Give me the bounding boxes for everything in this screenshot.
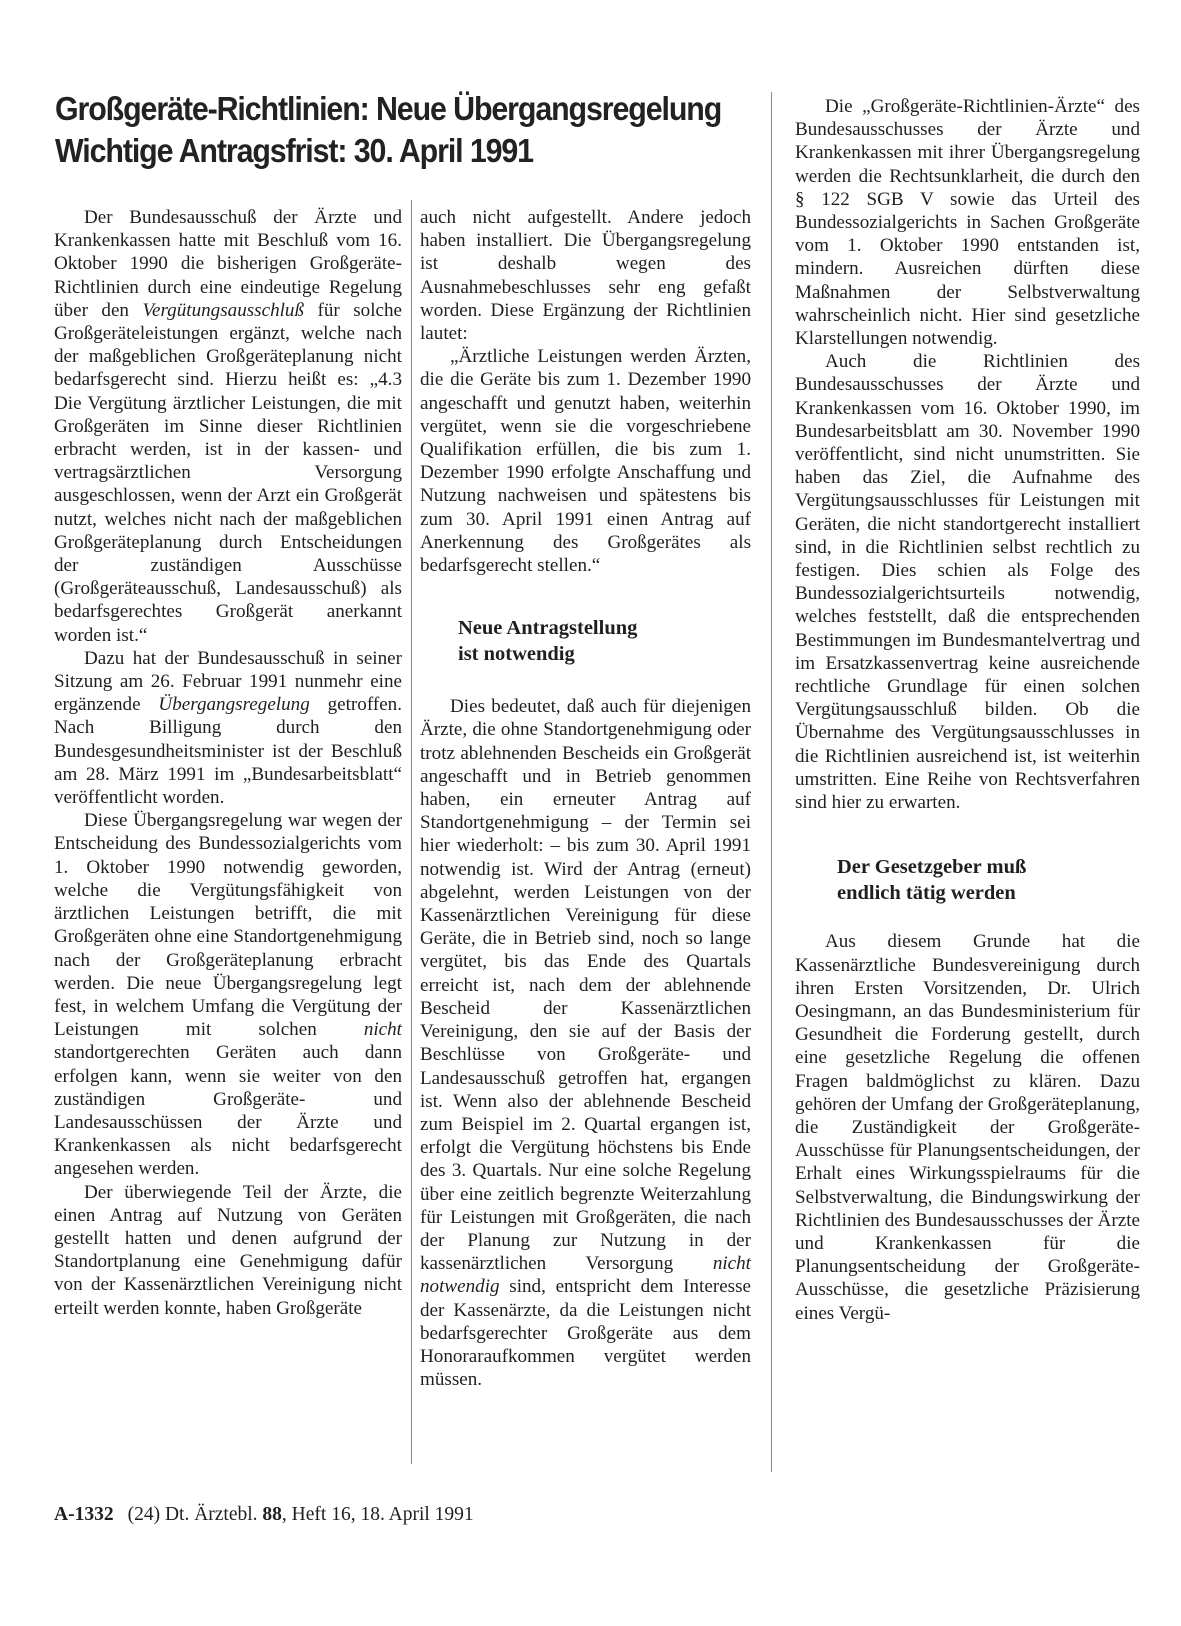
body-paragraph: Aus diesem Grunde hat die Kassenärztliche Bundesvereinigung durch ihren Ersten Vorsitzenden, Dr. Ulrich Oesingmann, an das Bundesministerium für Gesundheit die Forderung gestellt, durch eine gesetzliche Regelung die offenen Fragen baldmöglichst zu klären. Dazu gehören der Umfang der Großgeräteplanung, die Zuständigkeit der Großgeräte-Ausschüsse für Planungsentscheidungen, der Erhalt eines Wirkungsspielraums für die Selbstverwaltung, die Bindungswirkung der Richtlinien des Bundesausschusses der Ärzte und Krankenkassen für die Planungsentscheidung der Großgeräte-Ausschüsse, die gesetzliche Präzisierung eines Vergü- <box>795 931 1140 1324</box>
body-paragraph: Dazu hat der Bundesausschuß in seiner Sitzung am 26. Februar 1991 nunmehr eine ergänzende Übergangsregelung getroffen. Nach Billigung durch den Bundesgesundheitsminister ist der Beschluß am 28. März 1991 im „Bundesarbeitsblatt“ veröffentlicht worden. <box>54 647 402 809</box>
article-headline <box>55 88 722 172</box>
headline-line-2: Wichtige Antragsfrist: 30. April 1991 <box>55 132 533 169</box>
body-paragraph: Auch die Richtlinien des Bundesausschusses der Ärzte und Krankenkassen vom 16. Oktober 1990, im Bundesarbeitsblatt am 30. November 1990 veröffentlicht, sind nicht unumstritten. Sie haben das Ziel, die Aufnahme des Vergütungsausschlusses für Leistungen mit Geräten, die nicht standortgerecht installiert sind, in die Richtlinien selbst rechtlich zu festigen. Dies schien als Folge des Bundessozialgerichtsurteils notwendig, welches feststellt, daß die entsprechenden Bestimmungen im Bundesmantelvertrag und im Ersatzkassenvertrag keine ausreichende rechtliche Grundlage für einen solchen Vergütungsausschluß bilden. Ob die Übernahme des Vergütungsausschlusses in die Richtlinien ausreichend ist, ist weiterhin umstritten. Eine Reihe von Rechtsverfahren sind hier zu erwarten. <box>795 351 1140 814</box>
journal-citation: (24) Dt. Ärztebl. 88, Heft 16, 18. April 1991 <box>127 1504 474 1525</box>
section-subheading: Neue Antragstellung ist notwendig <box>458 617 638 666</box>
page-number: A-1332 <box>54 1504 114 1525</box>
column-divider-2 <box>771 92 772 1472</box>
body-paragraph: Der überwiegende Teil der Ärzte, die einen Antrag auf Nutzung von Geräten gestellt hatten und denen aufgrund der Standortplanung eine Genehmigung dafür von der Kassenärztlichen Vereinigung nicht erteilt werden konnte, haben Großgeräte <box>54 1181 402 1319</box>
page-footer <box>54 1504 474 1526</box>
body-paragraph: Die „Großgeräte-Richtlinien-Ärzte“ des Bundesausschusses der Ärzte und Krankenkassen mit ihrer Übergangsregelung werden die Rechtsunklarheit, die durch den § 122 SGB V sowie das Urteil des Bundessozialgerichts in Sachen Großgeräte vom 1. Oktober 1990 entstanden ist, mindern. Ausreichen dürften diese Maßnahmen der Selbstverwaltung wahrscheinlich nicht. Hier sind gesetzliche Klarstellungen notwendig. <box>795 96 1140 350</box>
body-paragraph: Diese Übergangsregelung war wegen der Entscheidung des Bundessozialgerichts vom 1. Oktober 1990 notwendig geworden, welche die Vergütungsfähigkeit von ärztlichen Leistungen betrifft, die mit Großgeräten ohne eine Standortgenehmigung nach der Großgeräteplanung erbracht werden. Die neue Übergangsregelung legt fest, in welchem Umfang die Vergütung der Leistungen mit solchen nicht standortgerechten Geräten auch dann erfolgen kann, wenn sie weiter von den zuständigen Großgeräte- und Landesausschüssen der Ärzte und Krankenkassen als nicht bedarfsgerecht angesehen werden. <box>54 810 402 1180</box>
article-column-3 <box>795 95 1140 1325</box>
headline-line-1: Großgeräte-Richtlinien: Neue Übergangsregelung <box>55 90 722 127</box>
quoted-regulation: „Ärztliche Leistungen werden Ärzten, die die Geräte bis zum 1. Dezember 1990 angeschafft und genutzt haben, weiterhin vergütet, wenn sie die vorgeschriebene Qualifikation erfüllen, die bis zum 1. Dezember 1990 erfolgte Anschaffung und Nutzung nachweisen und spätestens bis zum 30. April 1991 einen Antrag auf Anerkennung des Großgerätes als bedarfsgerecht stellen.“ <box>420 346 751 577</box>
article-column-2 <box>420 206 751 1391</box>
section-subheading: Der Gesetzgeber muß endlich tätig werden <box>837 856 1027 905</box>
body-paragraph: auch nicht aufgestellt. Andere jedoch haben installiert. Die Übergangsregelung ist deshalb wegen des Ausnahmebeschlusses sehr eng gefaßt worden. Diese Ergänzung der Richtlinien lautet: <box>420 207 751 345</box>
column-divider-1 <box>411 200 412 1464</box>
body-paragraph: Dies bedeutet, daß auch für diejenigen Ärzte, die ohne Standortgenehmigung oder trotz ablehnenden Bescheids ein Großgerät angeschafft und in Betrieb genommen haben, ein erneuter Antrag auf Standortgenehmigung – der Termin sei hier wiederholt: – bis zum 30. April 1991 notwendig ist. Wird der Antrag (erneut) abgelehnt, werden Leistungen von der Kassenärztlichen Vereinigung für diese Geräte, die in Betrieb sind, noch so lange vergütet, bis das Ende des Quartals erreicht ist, nach dem der ablehnende Bescheid der Kassenärztlichen Vereinigung, den sie auf der Basis der Beschlüsse von Großgeräte- und Landesausschuß getroffen hat, ergangen ist. Wenn also der ablehnende Bescheid zum Beispiel im 2. Quartal ergangen ist, erfolgt die Vergütung höchstens bis Ende des 3. Quartals. Nur eine solche Regelung über eine zeitlich begrenzte Weiterzahlung für Leistungen mit Großgeräten, die nach der Planung zur Nutzung in der kassenärztlichen Versorgung nicht notwendig sind, entspricht dem Interesse der Kassenärzte, da die Leistungen nicht bedarfsgerechter Großgeräte aus dem Honoraraufkommen vergütet werden müssen. <box>420 696 751 1391</box>
article-column-1 <box>54 206 402 1320</box>
body-paragraph: Der Bundesausschuß der Ärzte und Krankenkassen hatte mit Beschluß vom 16. Oktober 1990 die bisherigen Großgeräte-Richtlinien durch eine eindeutige Regelung über den Vergütungsausschluß für solche Großgeräteleistungen ergänzt, welche nach der maßgeblichen Großgeräteplanung nicht bedarfsgerecht sind. Hierzu heißt es: „4.3 Die Vergütung ärztlicher Leistungen, die mit Großgeräten im Sinne dieser Richtlinien erbracht werden, ist in der kassen- und vertragsärztlichen Versorgung ausgeschlossen, wenn der Arzt ein Großgerät nutzt, welches nicht nach der maßgeblichen Großgeräteplanung durch Entscheidungen der zuständigen Ausschüsse (Großgeräteausschuß, Landesausschuß) als bedarfsgerechtes Großgerät anerkannt worden ist.“ <box>54 207 403 646</box>
